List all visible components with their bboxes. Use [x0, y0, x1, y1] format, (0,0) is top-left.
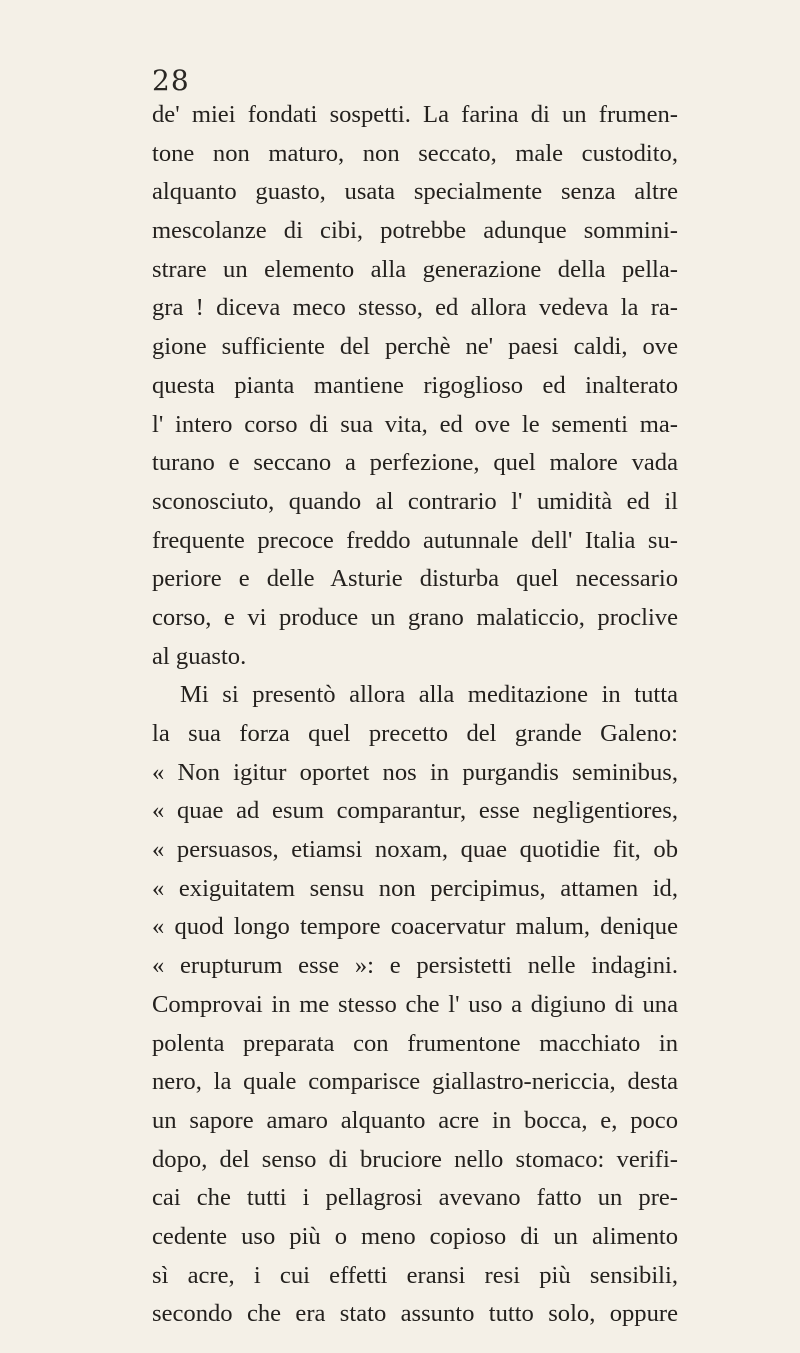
quote-line: « persuasos, etiamsi noxam, quae quotidie fit, ob: [152, 836, 678, 864]
text-line: dopo, del senso di bruciore nello stomaco: verifi-: [152, 1145, 678, 1173]
quote-line: « exiguitatem sensu non percipimus, attamen id,: [152, 874, 678, 902]
text-line: questa pianta mantiene rigoglioso ed inalterato: [152, 371, 678, 399]
text-line: sconosciuto, quando al contrario l' umidità ed il: [152, 487, 678, 515]
text-line: cai che tutti i pellagrosi avevano fatto un pre-: [152, 1184, 678, 1212]
text-line: l' intero corso di sua vita, ed ove le sementi ma-: [152, 410, 678, 438]
text-line: tone non maturo, non seccato, male custodito,: [152, 139, 678, 167]
text-line: strare un elemento alla generazione della pella-: [152, 255, 678, 283]
quote-line: « erupturum esse »: e persistetti nelle indagini.: [152, 952, 678, 980]
text-line: Comprovai in me stesso che l' uso a digiuno di una: [152, 990, 678, 1018]
quote-line: « quae ad esum comparantur, esse negligentiores,: [152, 797, 678, 825]
text-line: periore e delle Asturie disturba quel necessario: [152, 565, 678, 593]
text-line: frequente precoce freddo autunnale dell' Italia su-: [152, 526, 678, 554]
text-line: nero, la quale comparisce giallastro-nericcia, desta: [152, 1068, 678, 1096]
quote-line: « quod longo tempore coacervatur malum, denique: [152, 913, 678, 941]
text-line: alquanto guasto, usata specialmente senza altre: [152, 178, 678, 206]
quote-line: « Non igitur oportet nos in purgandis seminibus,: [152, 758, 678, 786]
text-line: de' miei fondati sospetti. La farina di un frumen-: [152, 101, 678, 128]
body-text: [152, 96, 678, 1334]
text-line: al guasto.: [152, 642, 247, 670]
text-line: un sapore amaro alquanto acre in bocca, e, poco: [152, 1106, 678, 1134]
text-line: gra ! diceva meco stesso, ed allora vedeva la ra-: [152, 294, 678, 322]
text-line: corso, e vi produce un grano malaticcio, proclive: [152, 603, 678, 631]
text-line: secondo che era stato assunto tutto solo, oppure: [152, 1300, 678, 1328]
text-line: polenta preparata con frumentone macchiato in: [152, 1029, 678, 1057]
text-line: cedente uso più o meno copioso di un alimento: [152, 1222, 678, 1250]
text-line: Mi si presentò allora alla meditazione in tutta: [180, 681, 678, 709]
text-line: mescolanze di cibi, potrebbe adunque sommini-: [152, 217, 678, 245]
page-number: 28: [152, 64, 190, 97]
text-line: turano e seccano a perfezione, quel malore vada: [152, 449, 678, 477]
text-line: la sua forza quel precetto del grande Galeno:: [152, 720, 678, 747]
text-line: gione sufficiente del perchè ne' paesi caldi, ove: [152, 333, 678, 361]
text-line: sì acre, i cui effetti eransi resi più sensibili,: [152, 1261, 678, 1289]
